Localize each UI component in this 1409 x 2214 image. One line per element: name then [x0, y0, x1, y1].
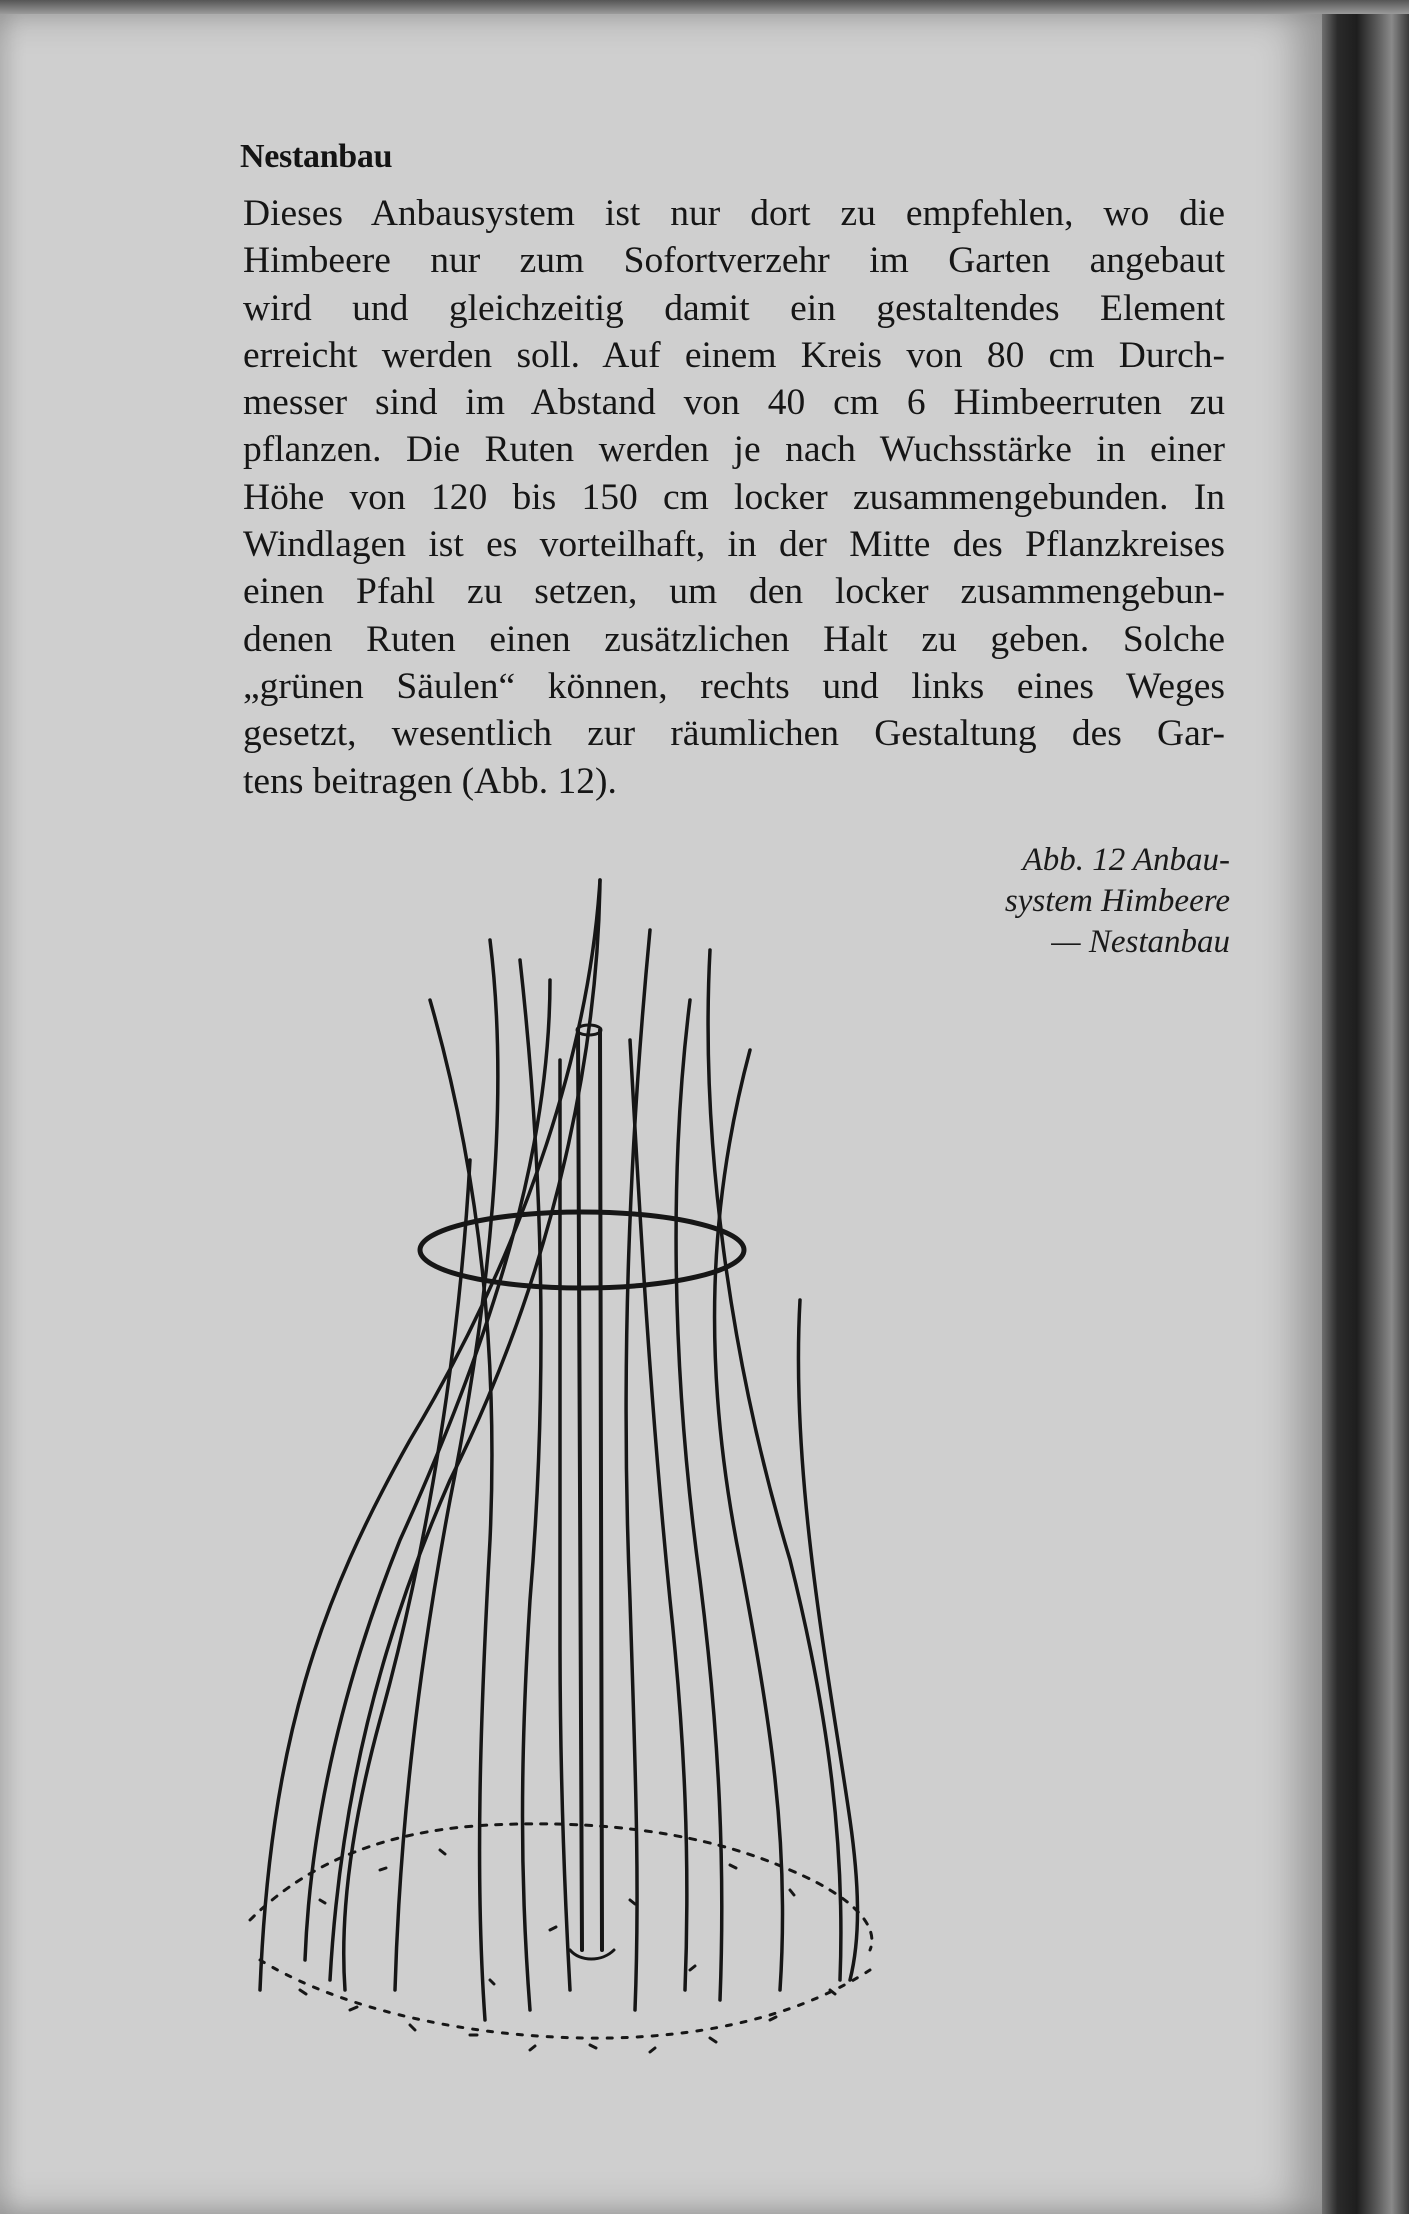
raspberry-cane [560, 1060, 570, 1990]
raspberry-cane [344, 1160, 470, 1990]
raspberry-cane [715, 1050, 783, 1990]
paragraph-line: Dieses Anbausystem ist nur dort zu empfehlen, wo die [243, 193, 1225, 234]
page-top-edge [0, 0, 1409, 14]
paragraph-line: Windlagen ist es vorteilhaft, in der Mitte des Pflanzkreises [243, 524, 1225, 566]
section-heading: Nestanbau [240, 138, 393, 175]
raspberry-cane [430, 1000, 492, 2020]
paragraph-line: „grünen Säulen“ können, rechts und links eines Weges [243, 665, 1225, 707]
paragraph-line: messer sind im Abstand von 40 cm 6 Himbeerruten zu [243, 382, 1225, 424]
figure-caption [940, 840, 1230, 963]
paragraph-line: Himbeere nur zum Sofortverzehr im Garten angebaut [243, 240, 1225, 282]
support-pole [600, 1030, 602, 1950]
support-pole [578, 1030, 582, 1950]
ground-front [260, 1960, 870, 2038]
raspberry-nest-illustration [230, 840, 950, 2100]
raspberry-cane [305, 980, 550, 1960]
paragraph-line: Höhe von 120 bis 150 cm locker zusammengebunden. In [243, 476, 1225, 518]
raspberry-cane [626, 930, 650, 2010]
book-spine [1322, 0, 1409, 2214]
body-paragraph [243, 190, 1225, 805]
pole-base [570, 1950, 614, 1959]
paragraph-line: denen Ruten einen zusätzlichen Halt zu geben. Solche [243, 618, 1225, 660]
caption-line: Abb. 12 Anbau- [1022, 842, 1230, 878]
paragraph-line: tens beitragen (Abb. 12). [243, 760, 617, 802]
paragraph-line: gesetzt, wesentlich zur räumlichen Gestaltung des Gar- [243, 713, 1225, 755]
tie-ring [420, 1212, 744, 1288]
paragraph-line: erreicht werden soll. Auf einem Kreis von 80 cm Durch- [243, 334, 1225, 376]
paragraph-line: pflanzen. Die Ruten werden je nach Wuchsstärke in einer [243, 429, 1225, 471]
raspberry-cane [676, 1000, 722, 2000]
raspberry-cane [260, 880, 600, 1990]
caption-line: — Nestanbau [1051, 924, 1230, 960]
paragraph-line: einen Pfahl zu setzen, um den locker zusammengebun- [243, 571, 1225, 613]
paragraph-line: wird und gleichzeitig damit ein gestaltendes Element [243, 287, 1225, 329]
cane-drawing [230, 840, 950, 2100]
raspberry-cane [395, 940, 498, 1990]
raspberry-cane [708, 950, 841, 1980]
caption-line: system Himbeere [1004, 883, 1230, 919]
